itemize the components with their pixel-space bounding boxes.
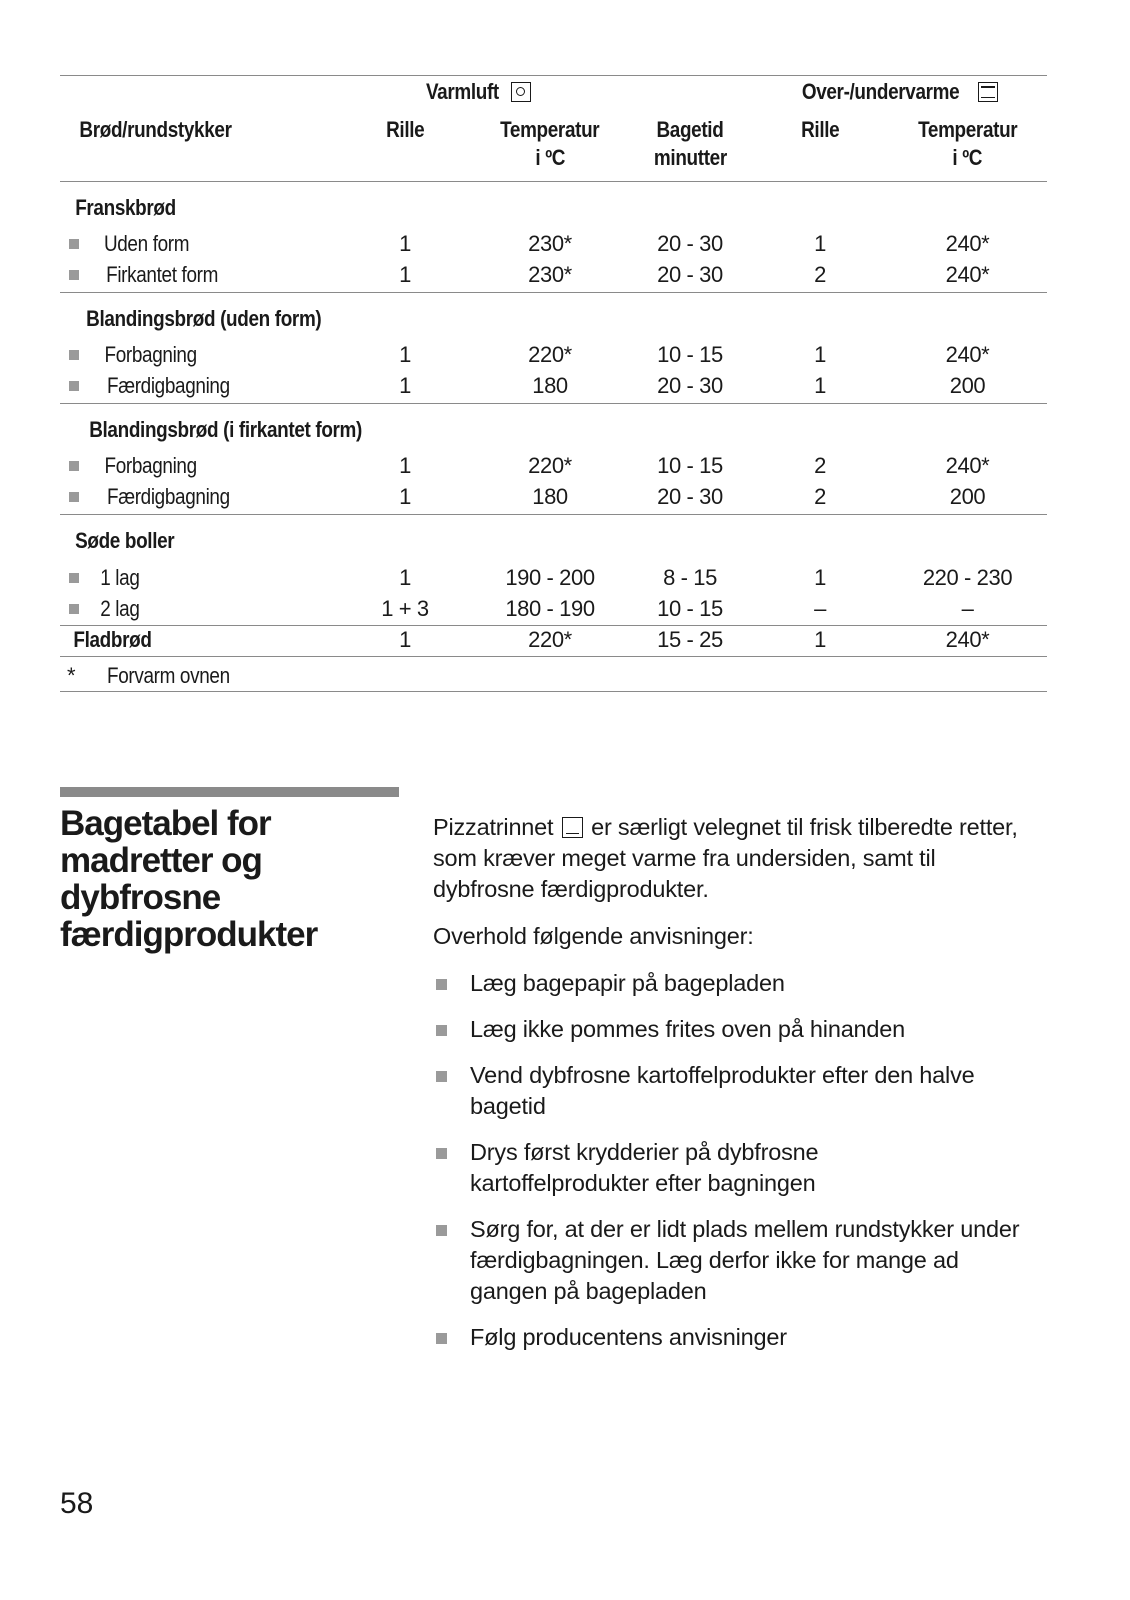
footnote-text: Forvarm ovnen (106, 663, 230, 688)
cell-rille-overunder: 1 (814, 627, 826, 652)
group-title: Franskbrød (75, 195, 176, 220)
cell-temp-varmluft: 180 - 190 (505, 596, 595, 621)
footnote-mark: * (67, 663, 76, 688)
cell-rille-overunder: 1 (814, 342, 826, 367)
bullet-square-icon (436, 1225, 447, 1236)
group-rule (60, 514, 1047, 515)
section-title-line: Bagetabel for (60, 804, 271, 843)
cell-temp-overunder: 240* (945, 627, 990, 652)
section-title-line: færdigprodukter (60, 915, 318, 954)
row-label: Færdigbagning (106, 373, 230, 398)
cell-rille-overunder: 1 (814, 373, 826, 398)
cell-bagetid: 8 - 15 (663, 565, 717, 590)
cell-rille-varmluft: 1 (399, 484, 411, 509)
cell-bagetid: 20 - 30 (657, 231, 723, 256)
cell-bagetid: 20 - 30 (657, 262, 723, 287)
pizza-setting-icon (562, 817, 583, 838)
group-header-overundervarme: Over-/undervarme (789, 77, 998, 107)
column-header-bagetid-unit: minutter (653, 145, 727, 170)
row-label-fladbrod: Fladbrød (73, 627, 152, 652)
cell-temp-varmluft: 220* (528, 627, 572, 652)
bullet-square-icon (69, 492, 79, 502)
list-item: Sørg for, at der er lidt plads mellem rundstykker under færdigbagningen. Læg derfor ikke for mange ad gangen på bagepladen (433, 1214, 1033, 1307)
cell-temp-overunder: 200 (949, 484, 986, 509)
list-item: Følg producentens anvisninger (433, 1322, 1033, 1353)
bullet-square-icon (69, 350, 79, 360)
column-header-rille-varmluft: Rille (385, 117, 425, 142)
section-bar (60, 787, 399, 797)
cell-rille-varmluft: 1 (399, 231, 411, 256)
column-header-temp-overunder: Temperatur (917, 117, 1018, 142)
cell-rille-varmluft: 1 (399, 627, 411, 652)
column-header-temp-varmluft: Temperatur (500, 117, 600, 142)
row-label: Firkantet form (106, 262, 219, 287)
list-item: Læg bagepapir på bagepladen (433, 968, 1033, 999)
cell-bagetid: 20 - 30 (657, 484, 723, 509)
bullet-square-icon (436, 1071, 447, 1082)
cell-bagetid: 10 - 15 (657, 342, 723, 367)
cell-temp-overunder: 240* (945, 342, 990, 367)
cell-rille-varmluft: 1 (399, 342, 411, 367)
cell-temp-varmluft: 230* (528, 231, 572, 256)
cell-rille-varmluft: 1 (399, 453, 411, 478)
group-header-varmluft: Varmluft (420, 77, 531, 107)
cell-rille-varmluft: 1 (399, 262, 411, 287)
hot-air-fan-icon (511, 82, 531, 102)
group-title: Blandingsbrød (i firkantet form) (89, 417, 362, 442)
cell-temp-varmluft: 190 - 200 (505, 565, 595, 590)
top-bottom-heat-icon (978, 82, 998, 102)
instructions-lead: Overhold følgende anvisninger: (433, 923, 754, 949)
cell-rille-overunder: 2 (814, 453, 826, 478)
group-rule (60, 292, 1047, 293)
section-title-line: madretter og (60, 841, 262, 880)
bullet-square-icon (436, 1025, 447, 1036)
cell-rille-overunder: 1 (814, 231, 826, 256)
page-number: 58 (60, 1487, 94, 1520)
cell-bagetid: 20 - 30 (657, 373, 723, 398)
fladbrod-rule (60, 656, 1047, 657)
table-bottom-rule (60, 691, 1047, 692)
row-label: Færdigbagning (106, 484, 230, 509)
bullet-square-icon (69, 270, 79, 280)
cell-temp-overunder: 240* (945, 453, 990, 478)
bullet-square-icon (436, 1333, 447, 1344)
bullet-square-icon (69, 604, 79, 614)
intro-paragraph: Pizzatrinnet er særligt velegnet til frisk tilberedte retter, som kræver meget varme fra undersiden, samt til dybfrosne færdigprodukter. (433, 814, 1018, 902)
group-title: Blandingsbrød (uden form) (86, 306, 322, 331)
cell-temp-varmluft: 180 (532, 373, 568, 398)
cell-temp-varmluft: 220* (528, 342, 572, 367)
bullet-square-icon (436, 979, 447, 990)
section-title (60, 805, 400, 953)
list-item: Læg ikke pommes frites oven på hinanden (433, 1014, 1033, 1045)
column-header-temp-unit-varmluft: i ºC (535, 145, 565, 170)
bullet-square-icon (436, 1148, 447, 1159)
header-rule (60, 181, 1047, 182)
group-rule (60, 403, 1047, 404)
cell-bagetid: 15 - 25 (657, 627, 723, 652)
section-title-line: dybfrosne (60, 878, 221, 917)
cell-temp-varmluft: 230* (528, 262, 572, 287)
cell-rille-varmluft: 1 (399, 373, 411, 398)
cell-temp-overunder: 220 - 230 (922, 565, 1013, 590)
cell-bagetid: 10 - 15 (657, 596, 723, 621)
bullet-square-icon (69, 381, 79, 391)
column-header-name: Brød/rundstykker (79, 117, 232, 142)
section-body (433, 812, 1033, 1368)
cell-temp-overunder: 240* (945, 231, 990, 256)
group-title: Søde boller (75, 528, 175, 553)
row-label: Forbagning (104, 453, 197, 478)
bullet-square-icon (69, 573, 79, 583)
cell-rille-overunder: 2 (814, 262, 826, 287)
cell-temp-varmluft: 180 (532, 484, 568, 509)
cell-rille-varmluft: 1 + 3 (381, 596, 429, 621)
bullet-square-icon (69, 239, 79, 249)
row-label: Forbagning (104, 342, 197, 367)
cell-temp-overunder: – (961, 596, 974, 621)
table-top-rule (60, 75, 1047, 76)
column-header-bagetid: Bagetid (656, 117, 724, 142)
row-label: 1 lag (100, 565, 140, 590)
cell-temp-overunder: 200 (949, 373, 986, 398)
cell-temp-varmluft: 220* (528, 453, 572, 478)
cell-temp-overunder: 240* (945, 262, 990, 287)
column-header-rille-overunder: Rille (800, 117, 840, 142)
cell-bagetid: 10 - 15 (657, 453, 723, 478)
list-item: Drys først krydderier på dybfrosne kartoffelprodukter efter bagningen (433, 1137, 1033, 1199)
cell-rille-overunder: 1 (814, 565, 826, 590)
column-header-temp-unit-overunder: i ºC (952, 145, 983, 170)
row-label: 2 lag (100, 596, 140, 621)
cell-rille-varmluft: 1 (399, 565, 411, 590)
list-item: Vend dybfrosne kartoffelprodukter efter den halve bagetid (433, 1060, 1033, 1122)
cell-rille-overunder: – (814, 596, 826, 621)
bullet-square-icon (69, 461, 79, 471)
cell-rille-overunder: 2 (814, 484, 826, 509)
row-label: Uden form (103, 231, 190, 256)
